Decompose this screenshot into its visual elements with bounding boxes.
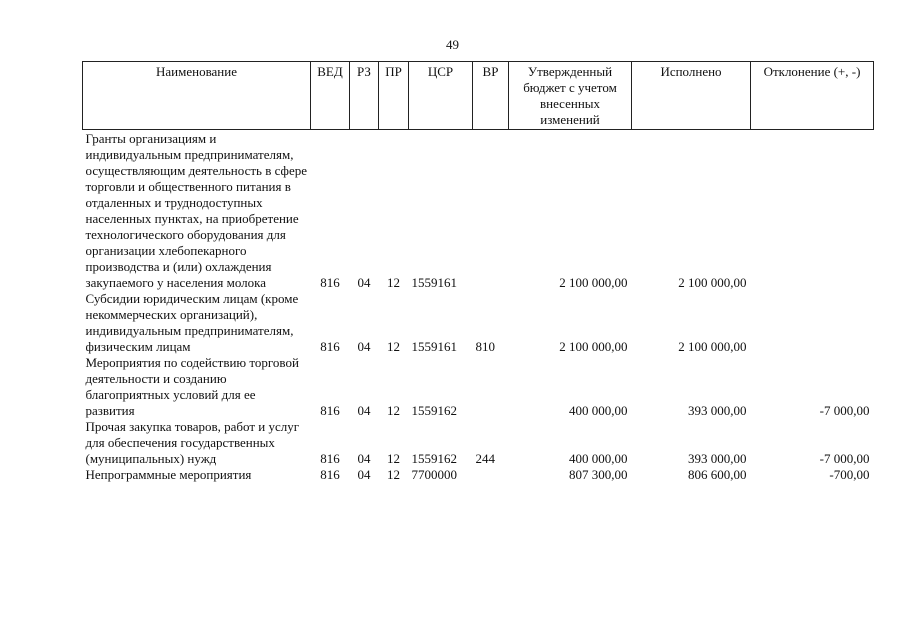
- row-deviation: -7 000,00: [819, 403, 870, 418]
- header-ved: ВЕД: [311, 62, 350, 130]
- row-approved: 807 300,00: [569, 467, 628, 482]
- row-csr: 1559161: [411, 339, 457, 354]
- row-name: Гранты организациям и индивидуальным предпринимателям, осуществляющим деятельность в сфере торговли и общественного питания в отдаленных и труднодоступных населенных пунктах, на приобретение технологического оборудования для организации хлебопекарного производства и (или) охлаждения закупаемого у населения молока: [85, 131, 307, 290]
- row-pr: 12: [387, 451, 400, 466]
- row-rz: 04: [357, 339, 371, 354]
- page-number: 49: [446, 37, 459, 52]
- row-pr: 12: [387, 339, 400, 354]
- row-csr: 1559161: [411, 275, 457, 290]
- row-approved: 2 100 000,00: [559, 275, 628, 290]
- row-executed: 393 000,00: [688, 451, 747, 466]
- row-ved: 816: [320, 339, 340, 354]
- row-vr: 810: [475, 339, 495, 354]
- row-executed: 2 100 000,00: [678, 275, 747, 290]
- row-ved: 816: [320, 275, 340, 290]
- row-vr: 244: [475, 451, 495, 466]
- row-csr: 7700000: [411, 467, 457, 482]
- budget-table: [82, 61, 874, 483]
- row-pr: 12: [387, 403, 400, 418]
- row-approved: 400 000,00: [569, 451, 628, 466]
- row-ved: 816: [320, 467, 340, 482]
- row-vr: [473, 355, 509, 419]
- row-ved: 816: [320, 451, 340, 466]
- row-approved: 400 000,00: [569, 403, 628, 418]
- row-deviation: [751, 130, 874, 292]
- table-row: [83, 291, 874, 355]
- header-approved: Утвержденный бюджет с учетом внесенных изменений: [509, 62, 632, 130]
- table-row: [83, 419, 874, 467]
- row-name: Прочая закупка товаров, работ и услуг для обеспечения государственных (муниципальных) нужд: [85, 419, 300, 466]
- row-vr: [473, 467, 509, 483]
- row-rz: 04: [357, 451, 371, 466]
- header-rz: РЗ: [350, 62, 379, 130]
- row-approved: 2 100 000,00: [559, 339, 628, 354]
- row-rz: 04: [357, 275, 371, 290]
- row-csr: 1559162: [411, 451, 457, 466]
- row-executed: 393 000,00: [688, 403, 747, 418]
- row-pr: 12: [387, 275, 400, 290]
- table-row: [83, 130, 874, 292]
- row-executed: 2 100 000,00: [678, 339, 747, 354]
- header-csr: ЦСР: [409, 62, 473, 130]
- row-deviation: [751, 291, 874, 355]
- header-vr: ВР: [473, 62, 509, 130]
- row-deviation: -7 000,00: [819, 451, 870, 466]
- row-deviation: -700,00: [829, 467, 870, 482]
- row-rz: 04: [357, 403, 371, 418]
- header-name: Наименование: [83, 62, 311, 130]
- row-vr: [473, 130, 509, 292]
- row-executed: 806 600,00: [688, 467, 747, 482]
- header-deviation: Отклонение (+, -): [751, 62, 874, 130]
- header-executed: Исполнено: [632, 62, 751, 130]
- row-pr: 12: [387, 467, 400, 482]
- row-csr: 1559162: [411, 403, 457, 418]
- row-name: Субсидии юридическим лицам (кроме некоммерческих организаций), индивидуальным предпринимателям, физическим лицам: [85, 291, 299, 354]
- row-rz: 04: [357, 467, 371, 482]
- row-name: Мероприятия по содействию торговой деятельности и созданию благоприятных условий для ее развития: [85, 355, 299, 418]
- row-name: Непрограммные мероприятия: [85, 467, 252, 482]
- row-ved: 816: [320, 403, 340, 418]
- table-row: [83, 467, 874, 483]
- table-row: [83, 355, 874, 419]
- header-pr: ПР: [379, 62, 409, 130]
- header-row: [83, 62, 874, 130]
